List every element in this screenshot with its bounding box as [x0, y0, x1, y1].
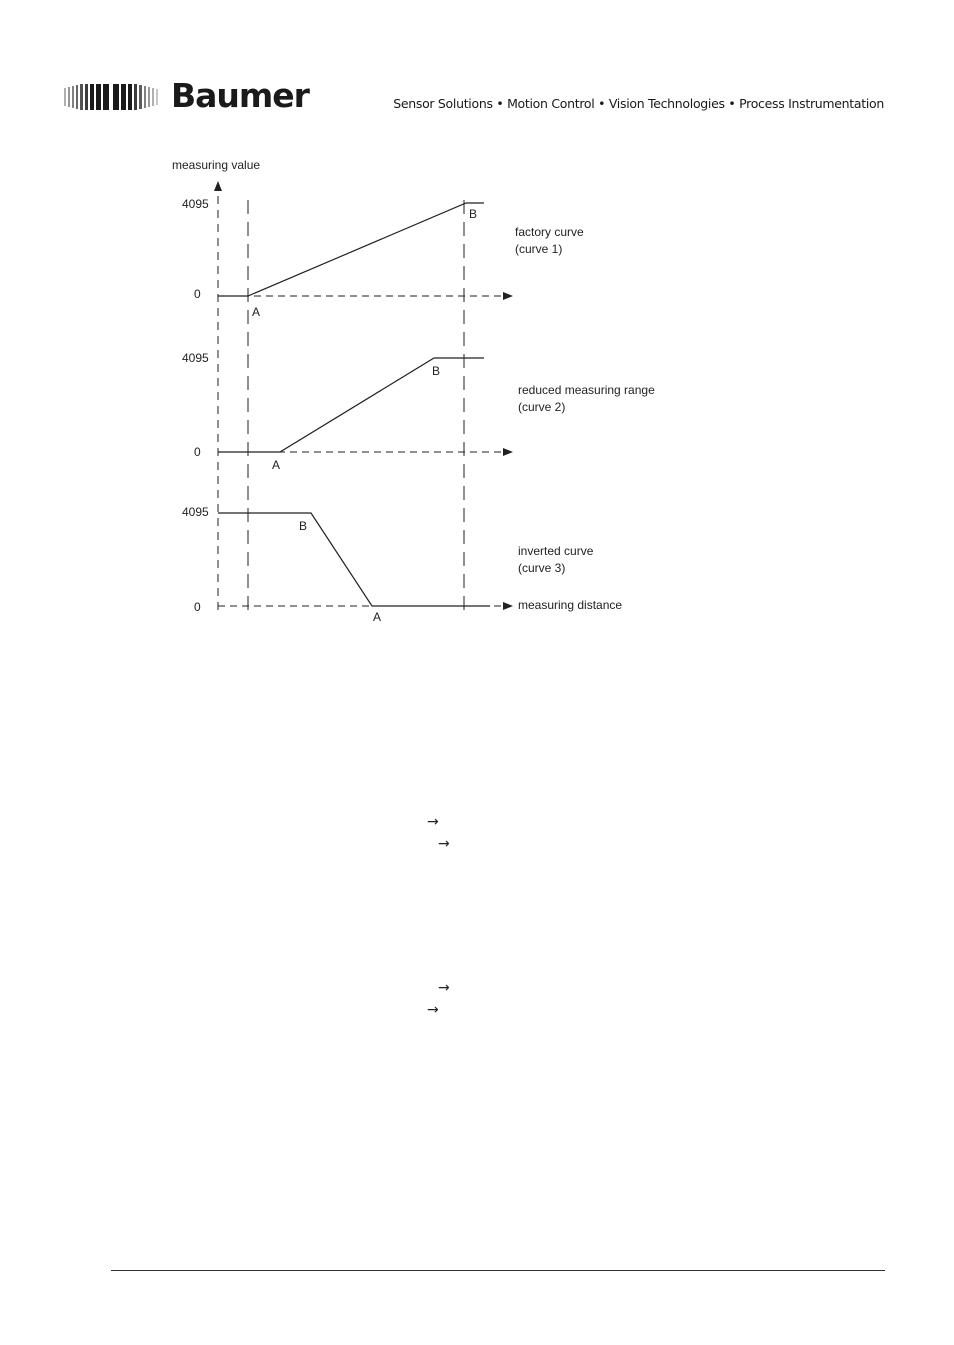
panel1-point-b: B — [469, 207, 478, 221]
measuring-curves-diagram — [160, 150, 680, 630]
y-axis-arrow-icon — [214, 181, 222, 191]
panel1-max-label: 4095 — [182, 197, 209, 211]
page-header — [0, 0, 954, 140]
panel3-subtitle: (curve 3) — [518, 561, 566, 575]
panel2-max-label: 4095 — [182, 351, 209, 365]
arrow-icon: → — [438, 836, 450, 852]
panel3-point-b: B — [299, 519, 308, 533]
y-axis-label: measuring value — [172, 158, 261, 172]
panel2-curve — [218, 358, 484, 452]
arrow-icon: → — [427, 1002, 439, 1018]
arrow-icon: → — [427, 814, 439, 830]
panel2-zero-label: 0 — [194, 445, 201, 459]
baumer-logo-icon — [64, 84, 159, 110]
panel-factory-curve — [182, 197, 584, 319]
x-axis-label: measuring distance — [518, 598, 623, 612]
panel1-zero-label: 0 — [194, 287, 201, 301]
panel3-point-a: A — [373, 610, 382, 624]
brand-name: Baumer — [171, 76, 309, 115]
panel1-point-a: A — [252, 305, 261, 319]
panel3-max-label: 4095 — [182, 505, 209, 519]
panel1-curve — [218, 203, 484, 296]
panel3-title: inverted curve — [518, 544, 594, 558]
panel1-title: factory curve — [515, 225, 584, 239]
panel1-subtitle: (curve 1) — [515, 242, 563, 256]
panel3-zero-label: 0 — [194, 600, 201, 614]
panel2-point-a: A — [272, 458, 281, 472]
brand-tagline: Sensor Solutions • Motion Control • Vision Technologies • Process Instrumentation — [393, 96, 884, 111]
panel2-title: reduced measuring range — [518, 383, 655, 397]
panel-reduced-range — [182, 351, 655, 472]
panel3-curve — [218, 513, 490, 606]
arrow-icon: → — [438, 980, 450, 996]
panel2-point-b: B — [432, 364, 441, 378]
footer-divider — [111, 1270, 885, 1271]
panel2-subtitle: (curve 2) — [518, 400, 566, 414]
